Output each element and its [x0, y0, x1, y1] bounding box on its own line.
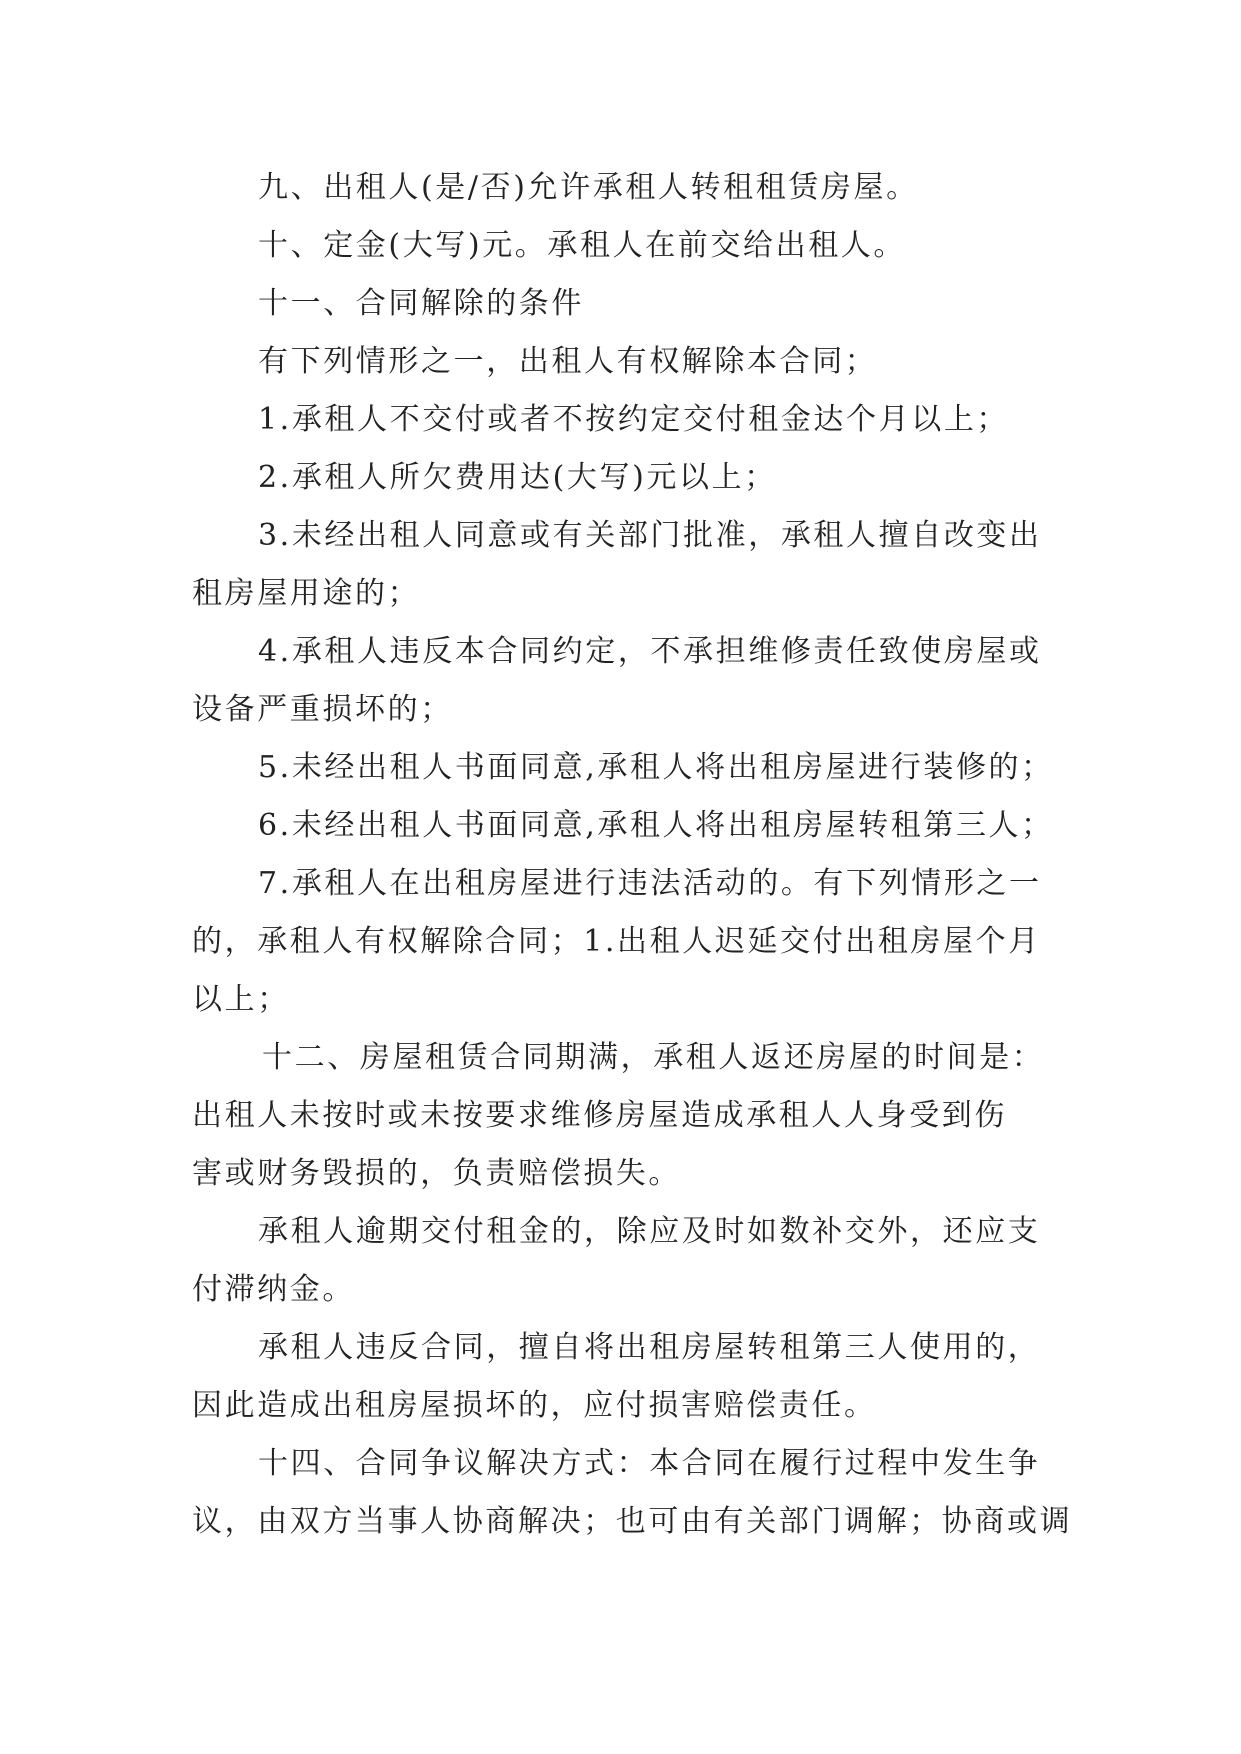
text-line-12: 6.未经出租人书面同意,承租人将出租房屋转租第三人； [258, 808, 1054, 843]
text-line-6: 2.承租人所欠费用达(大写)元以上； [258, 460, 777, 495]
text-line-13: 7.承租人在出租房屋进行违法活动的。有下列情形之一 [258, 866, 1042, 901]
text-line-19: 承租人逾期交付租金的，除应及时如数补交外，还应支 [258, 1214, 1041, 1249]
text-line-24: 议，由双方当事人协商解决；也可由有关部门调解；协商或调 [192, 1504, 1073, 1539]
text-line-5: 1.承租人不交付或者不按约定交付租金达个月以上； [258, 402, 1010, 437]
text-line-10: 设备严重损坏的； [192, 692, 453, 727]
text-line-18: 害或财务毁损的，负责赔偿损失。 [192, 1156, 681, 1191]
text-line-20: 付滞纳金。 [192, 1272, 355, 1307]
text-line-16: 十二、房屋租赁合同期满，承租人返还房屋的时间是： [262, 1040, 1045, 1075]
text-line-22: 因此造成出租房屋损坏的，应付损害赔偿责任。 [192, 1388, 877, 1423]
text-line-4: 有下列情形之一，出租人有权解除本合同； [258, 344, 878, 379]
text-line-8: 租房屋用途的； [192, 576, 421, 611]
text-line-11: 5.未经出租人书面同意,承租人将出租房屋进行装修的； [258, 750, 1054, 785]
text-line-7: 3.未经出租人同意或有关部门批准，承租人擅自改变出 [258, 518, 1042, 553]
text-line-2: 十、定金(大写)元。承租人在前交给出租人。 [258, 228, 907, 263]
text-line-1: 九、出租人(是/否)允许承租人转租租赁房屋。 [258, 170, 919, 205]
text-line-3: 十一、合同解除的条件 [258, 286, 584, 321]
text-line-17: 出租人未按时或未按要求维修房屋造成承租人人身受到伤 [192, 1098, 1007, 1133]
text-line-21: 承租人违反合同，擅自将出租房屋转租第三人使用的， [258, 1330, 1041, 1365]
text-line-9: 4.承租人违反本合同约定，不承担维修责任致使房屋或 [258, 634, 1042, 669]
text-line-23: 十四、合同争议解决方式：本合同在履行过程中发生争 [258, 1446, 1041, 1481]
text-line-14: 的，承租人有权解除合同；1.出租人迟延交付出租房屋个月 [192, 924, 1041, 959]
text-line-15: 以上； [192, 982, 290, 1017]
